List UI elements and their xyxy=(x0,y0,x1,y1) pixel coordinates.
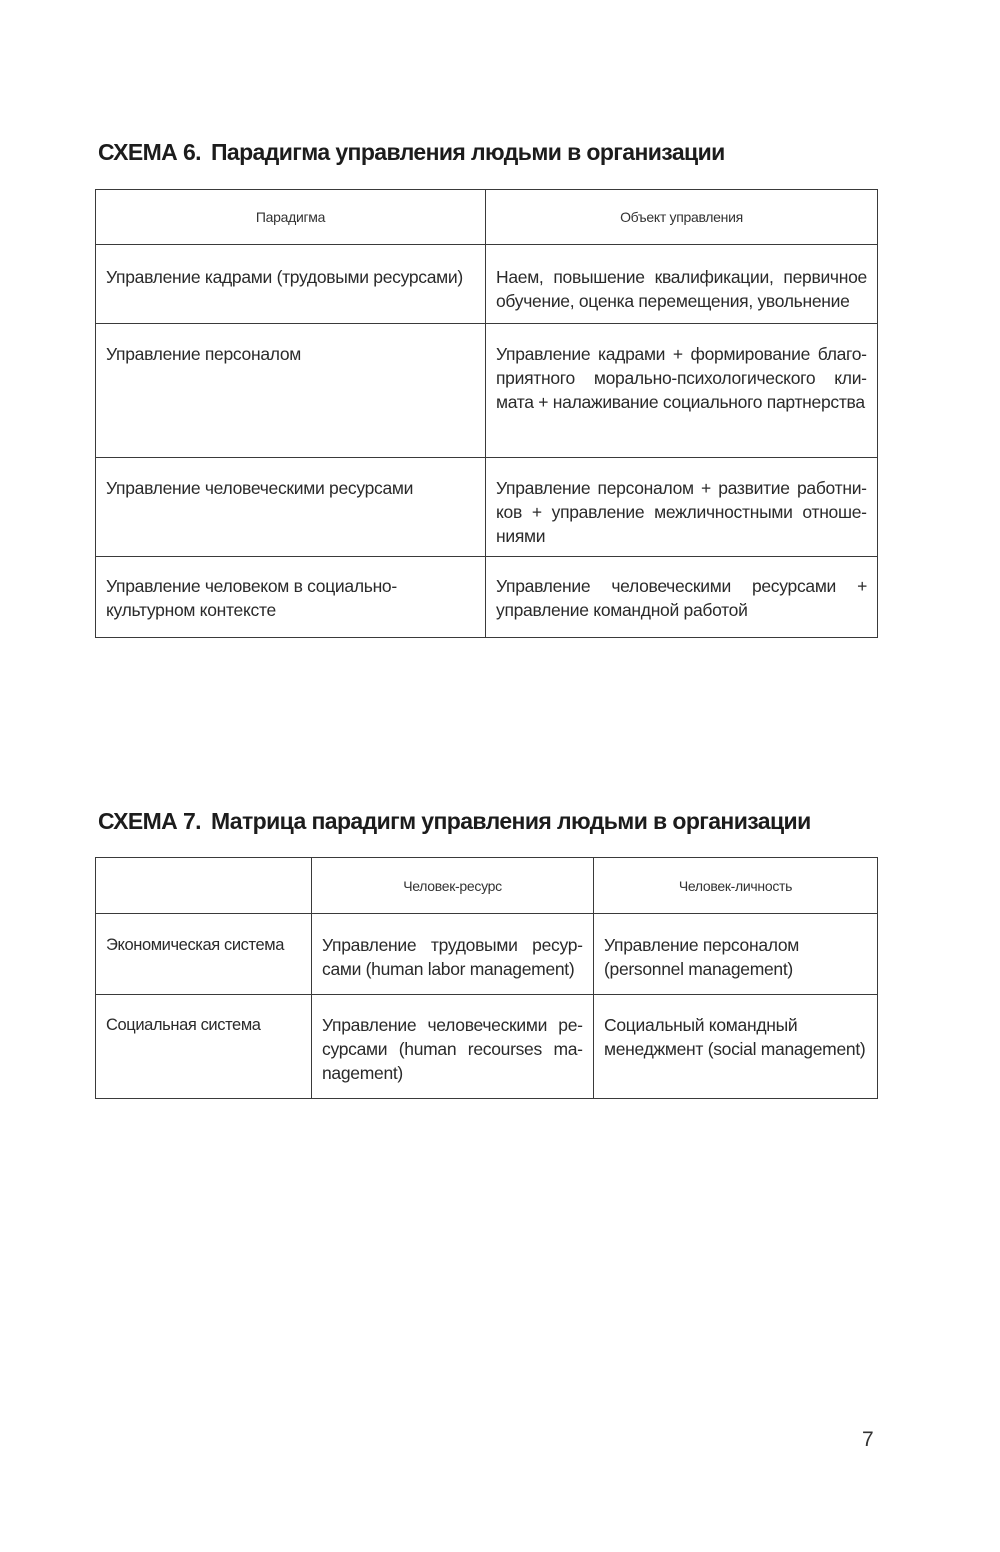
paradigm-cell: Управление человеком в социально-культурном контексте xyxy=(96,557,486,638)
page-number: 7 xyxy=(862,1428,874,1451)
object-cell: Наем, повышение квалификации, первичное обучение, оценка перемещения, увольнение xyxy=(486,245,878,324)
object-cell: Управление кадрами + формирование благоприятного морально-психологического климата + налаживание социального партнерства xyxy=(486,324,878,458)
table-header-row xyxy=(96,858,878,914)
object-cell: Управление персоналом + развитие работников + управление межличностными отношениями xyxy=(486,458,878,557)
column-header-human-personality: Человек-личность xyxy=(594,858,878,914)
personality-cell: Социальный командный менеджмент (social management) xyxy=(594,995,878,1099)
table-row xyxy=(96,245,878,324)
system-cell: Экономическая система xyxy=(96,914,312,995)
object-cell: Управление человеческими ресурсами + управление командной работой xyxy=(486,557,878,638)
paradigm-cell: Управление кадрами (трудовыми ресурсами) xyxy=(96,245,486,324)
paradigm-cell: Управление персоналом xyxy=(96,324,486,458)
column-header-empty xyxy=(96,858,312,914)
scheme-6-number: СХЕМА 6. xyxy=(98,139,201,165)
table-row xyxy=(96,458,878,557)
scheme-7-heading: Матрица парадигм управления людьми в организации xyxy=(210,808,811,834)
table-row xyxy=(96,324,878,458)
column-header-paradigm: Парадигма xyxy=(96,190,486,245)
scheme-7-number: СХЕМА 7. xyxy=(98,808,201,834)
table-row xyxy=(96,557,878,638)
scheme-7-title xyxy=(98,808,811,835)
paradigm-matrix-table xyxy=(95,857,878,1099)
column-header-object: Объект управления xyxy=(486,190,878,245)
resource-cell: Управление трудовыми ресурсами (human labor management) xyxy=(312,914,594,995)
table-header-row xyxy=(96,190,878,245)
table-row xyxy=(96,995,878,1099)
paradigm-table xyxy=(95,189,878,638)
table-row xyxy=(96,914,878,995)
system-cell: Социальная система xyxy=(96,995,312,1099)
scheme-6-heading: Парадигма управления людьми в организации xyxy=(210,139,725,165)
personality-cell: Управление персоналом (personnel management) xyxy=(594,914,878,995)
column-header-human-resource: Человек-ресурс xyxy=(312,858,594,914)
paradigm-cell: Управление человеческими ресурсами xyxy=(96,458,486,557)
resource-cell: Управление человеческими ресурсами (human recourses management) xyxy=(312,995,594,1099)
scheme-6-title xyxy=(98,139,725,166)
